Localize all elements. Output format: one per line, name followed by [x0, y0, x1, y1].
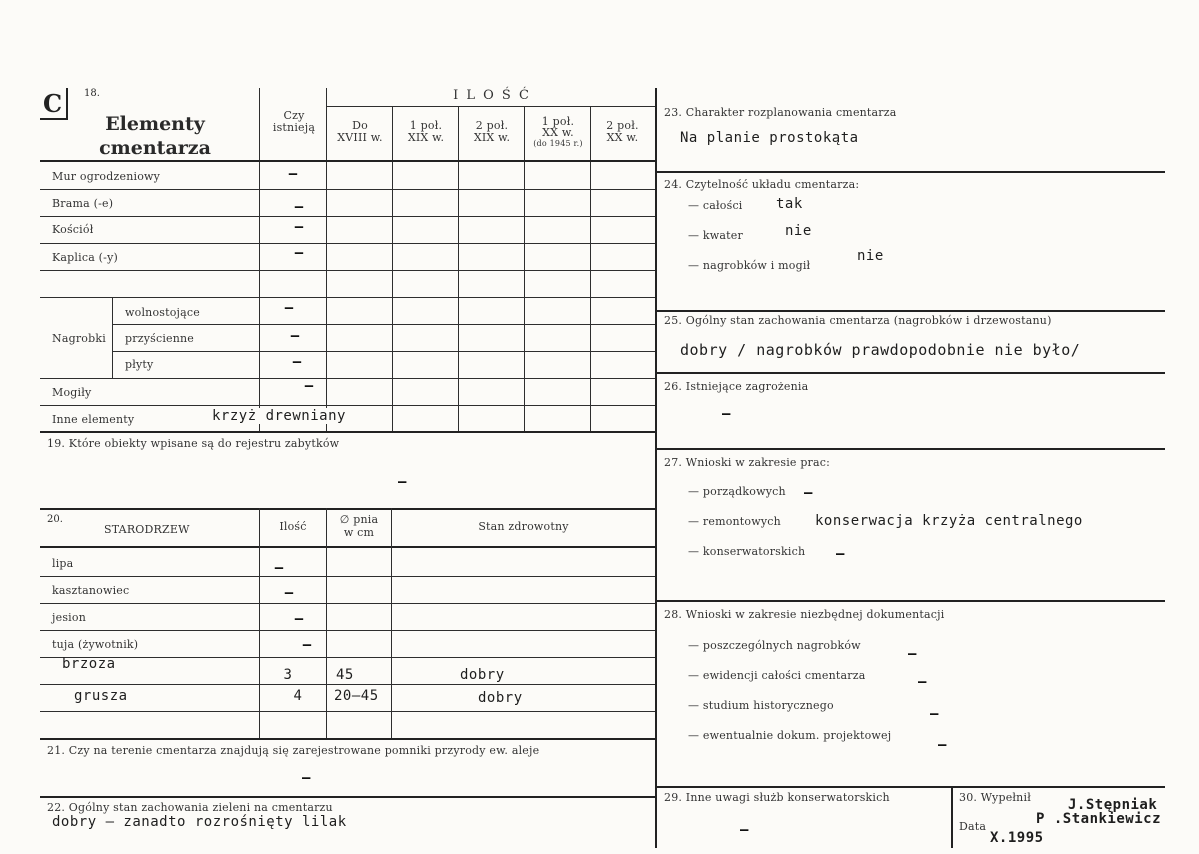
period-col-0: Do XVIII w.	[337, 119, 383, 144]
col-czy-istnieja-text: Czy istnieją	[272, 109, 316, 134]
section-number: 18.	[84, 88, 100, 99]
q28-item-value: –	[918, 674, 927, 690]
q27-label: 27. Wnioski w zakresie prac:	[664, 456, 831, 469]
q27-item-label: — konserwatorskich	[688, 545, 806, 558]
nagrobki-label: Nagrobki	[52, 332, 106, 345]
tree-row-ilosc: 4	[293, 688, 303, 704]
tree-row-name: jesion	[52, 611, 86, 624]
q20-col-pien-l2: w cm	[343, 526, 375, 539]
q28-item-value: –	[930, 706, 939, 722]
element-row-czy: –	[294, 199, 304, 215]
q26-label: 26. Istniejące zagrożenia	[664, 380, 809, 393]
q20-number: 20.	[47, 514, 63, 525]
tree-row-ilosc: 3	[283, 667, 293, 683]
q24-item-value: nie	[785, 223, 812, 239]
q23-value: Na planie prostokąta	[680, 130, 859, 146]
q22-label: 22. Ogólny stan zachowania zieleni na cmentarzu	[47, 801, 333, 814]
tree-row-name: brzoza	[62, 656, 116, 672]
q28-item-value: –	[908, 646, 917, 662]
q24-item-label: — całości	[688, 199, 743, 212]
section-title	[80, 112, 230, 160]
inne-elementy-value: krzyż drewniany	[212, 408, 346, 424]
q27-item-value: –	[836, 546, 845, 562]
q24-item-label: — nagrobków i mogił	[688, 259, 811, 272]
tree-row-ilosc: –	[284, 585, 294, 601]
tree-row-pien: 20–45	[334, 688, 379, 704]
period-col-3: 1 poł. XX w. (do 1945 r.)	[533, 115, 583, 148]
q28-item-label: — studium historycznego	[688, 699, 834, 712]
q30-filled-by-2: P .Stankiewicz	[1036, 811, 1162, 827]
q30-filled-by-1: J.Stępniak	[1068, 797, 1158, 813]
nagrobki-row-czy: –	[292, 354, 302, 370]
element-row-label: Brama (-e)	[52, 197, 114, 210]
q27-item-value: –	[804, 485, 813, 501]
q28-item-value: –	[938, 737, 947, 753]
element-row-label: Kaplica (-y)	[52, 251, 118, 264]
q26-value: –	[722, 406, 731, 422]
nagrobki-row-czy: –	[290, 328, 300, 344]
section-title-line1: Elementy	[105, 113, 205, 135]
q28-item-label: — ewidencji całości cmentarza	[688, 669, 866, 682]
period-col-4: 2 poł. XX w.	[606, 119, 639, 144]
nagrobki-row-label: przyścienne	[125, 332, 195, 345]
q24-item-value: nie	[857, 248, 884, 264]
element-row-czy: –	[294, 219, 304, 235]
tree-row-stan: dobry	[478, 690, 523, 706]
tree-row-name: tuja (żywotnik)	[52, 638, 139, 651]
nagrobki-row-czy: –	[284, 300, 294, 316]
element-row-label: Mur ogrodzeniowy	[52, 170, 161, 183]
q25-label: 25. Ogólny stan zachowania cmentarza (nagrobków i drzewostanu)	[664, 314, 1052, 327]
q28-item-label: — ewentualnie dokum. projektowej	[688, 729, 892, 742]
mogily-czy: –	[304, 378, 314, 394]
q27-item-value: konserwacja krzyża centralnego	[815, 513, 1083, 529]
q22-value: dobry – zanadto rozrośnięty lilak	[52, 814, 347, 830]
q19-value: –	[398, 474, 407, 490]
q19-label: 19. Które obiekty wpisane są do rejestru zabytków	[47, 437, 340, 450]
q30-date-label: Data	[959, 820, 987, 833]
q30-label: 30. Wypełnił	[959, 791, 1031, 804]
period-col-1: 1 poł. XIX w.	[407, 119, 445, 144]
tree-row-name: lipa	[52, 557, 74, 570]
q20-header: STARODRZEW	[104, 523, 190, 536]
nagrobki-row-label: wolnostojące	[125, 306, 200, 319]
q21-label: 21. Czy na terenie cmentarza znajdują się zarejestrowane pomniki przyrody ew. aleje	[47, 744, 540, 757]
q20-col-pien-l1: ∅ pnia	[339, 513, 379, 526]
col-czy-istnieja	[262, 110, 326, 134]
q27-item-label: — remontowych	[688, 515, 781, 528]
q28-label: 28. Wnioski w zakresie niezbędnej dokumentacji	[664, 608, 945, 621]
tree-row-name: kasztanowiec	[52, 584, 130, 597]
tree-row-ilosc: –	[274, 560, 284, 576]
q29-value: –	[740, 822, 749, 838]
q28-item-label: — poszczególnych nagrobków	[688, 639, 861, 652]
q30-date-value: X.1995	[990, 830, 1044, 846]
period-col-2: 2 poł. XIX w.	[473, 119, 511, 144]
q23-label: 23. Charakter rozplanowania cmentarza	[664, 106, 897, 119]
tree-row-pien: 45	[336, 667, 354, 683]
q20-col-stan: Stan zdrowotny	[478, 520, 569, 533]
section-letter: C	[43, 89, 63, 118]
tree-row-name: grusza	[74, 688, 128, 704]
q25-value: dobry / nagrobków prawdopodobnie nie było/	[680, 341, 1081, 359]
nagrobki-row-label: płyty	[125, 358, 154, 371]
q29-label: 29. Inne uwagi służb konserwatorskich	[664, 791, 890, 804]
section-title-line2: cmentarza	[99, 137, 211, 159]
element-row-czy: –	[288, 166, 298, 182]
q20-col-ilosc: Ilość	[279, 520, 307, 533]
element-row-label: Kościół	[52, 223, 94, 236]
mogily-label: Mogiły	[52, 386, 92, 399]
tree-row-ilosc: –	[302, 637, 312, 653]
section-letter-box	[40, 88, 68, 120]
inne-elementy-label: Inne elementy	[52, 413, 135, 426]
q20-col-pien	[327, 513, 391, 539]
col-ilosc-header: I L O Ś Ć	[453, 88, 531, 103]
q24-item-value: tak	[776, 196, 803, 212]
q24-label: 24. Czytelność układu cmentarza:	[664, 178, 860, 191]
q21-value: –	[302, 770, 311, 786]
element-row-czy: –	[294, 245, 304, 261]
tree-row-stan: dobry	[460, 667, 505, 683]
tree-row-ilosc: –	[294, 611, 304, 627]
q27-item-label: — porządkowych	[688, 485, 786, 498]
q24-item-label: — kwater	[688, 229, 743, 242]
